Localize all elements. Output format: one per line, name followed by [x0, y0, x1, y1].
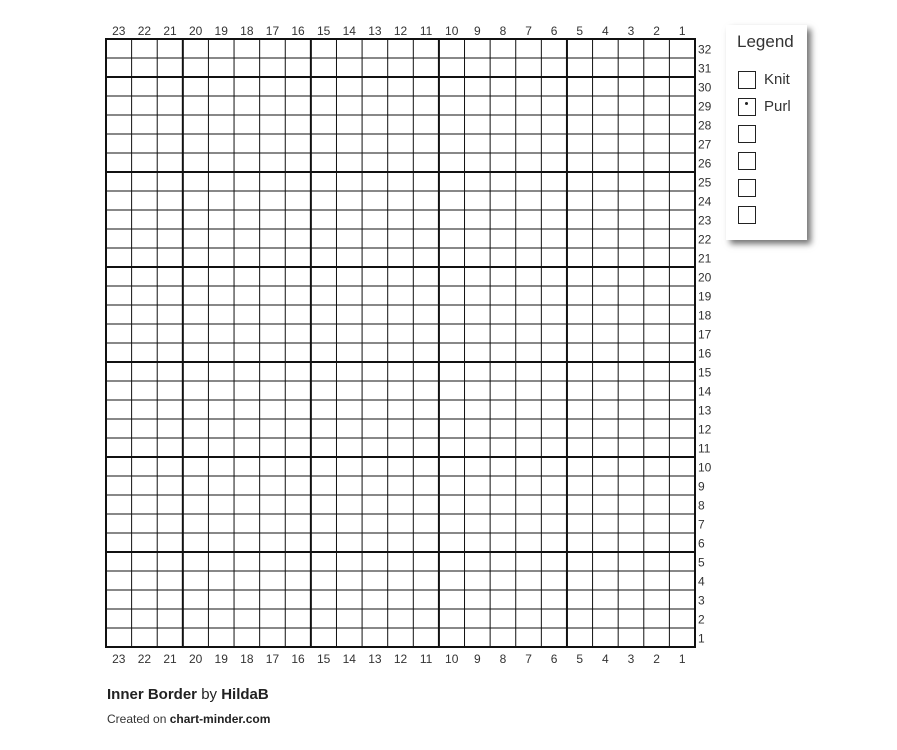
purl-symbol-swatch — [738, 98, 756, 116]
column-label: 15 — [316, 652, 331, 666]
row-label: 13 — [698, 403, 712, 418]
column-label: 1 — [678, 652, 686, 666]
row-label: 4 — [698, 574, 705, 589]
row-label: 1 — [698, 631, 705, 646]
column-label: 21 — [163, 652, 177, 666]
row-label: 23 — [698, 213, 712, 228]
by-word: by — [201, 686, 218, 703]
column-label: 5 — [576, 24, 584, 38]
legend-swatch — [738, 71, 756, 89]
column-label: 17 — [265, 652, 280, 666]
column-label: 12 — [393, 652, 408, 666]
row-label: 30 — [698, 80, 712, 95]
column-label: 2 — [653, 652, 660, 666]
row-label: 8 — [698, 498, 705, 513]
column-label: 13 — [368, 652, 382, 666]
chart-grid-minor — [106, 39, 695, 647]
row-label: 5 — [698, 555, 705, 570]
column-label: 17 — [265, 24, 280, 38]
column-label: 11 — [419, 652, 433, 666]
legend-panel — [726, 25, 807, 240]
row-label: 25 — [698, 175, 712, 190]
row-labels-right — [698, 43, 712, 646]
row-label: 7 — [698, 517, 705, 532]
column-label: 23 — [112, 652, 126, 666]
row-label: 10 — [698, 460, 712, 475]
author-name: HildaB — [221, 686, 269, 703]
column-label: 15 — [316, 24, 331, 38]
column-label: 3 — [627, 24, 635, 38]
column-label: 22 — [137, 652, 152, 666]
column-label: 11 — [419, 24, 433, 38]
row-label: 24 — [698, 194, 712, 209]
row-label: 29 — [698, 99, 712, 114]
row-label: 11 — [698, 441, 711, 456]
column-label: 21 — [163, 24, 177, 38]
chart-title-line — [107, 686, 269, 703]
legend-title: Legend — [737, 32, 794, 51]
column-label: 18 — [240, 24, 254, 38]
column-label: 14 — [342, 24, 356, 38]
row-label: 22 — [698, 232, 712, 247]
column-label: 22 — [137, 24, 152, 38]
column-label: 16 — [291, 24, 305, 38]
row-label: 9 — [698, 479, 705, 494]
row-label: 20 — [698, 270, 712, 285]
column-label: 3 — [627, 652, 635, 666]
row-label: 28 — [698, 118, 712, 133]
row-label: 6 — [698, 536, 705, 551]
row-label: 3 — [698, 593, 705, 608]
row-label: 2 — [698, 612, 705, 627]
legend-swatch — [738, 206, 756, 224]
column-label: 4 — [602, 24, 609, 38]
column-label: 6 — [550, 652, 558, 666]
column-labels-top — [112, 24, 686, 38]
column-label: 13 — [368, 24, 382, 38]
row-label: 31 — [698, 61, 712, 76]
column-label: 20 — [188, 652, 203, 666]
row-label: 32 — [698, 42, 712, 57]
column-label: 5 — [576, 652, 584, 666]
legend-swatch — [738, 125, 756, 143]
row-label: 15 — [698, 365, 712, 380]
legend-swatch — [738, 152, 756, 170]
column-label: 9 — [473, 24, 481, 38]
column-label: 19 — [214, 652, 228, 666]
column-label: 7 — [525, 652, 532, 666]
row-label: 14 — [698, 384, 712, 399]
column-label: 12 — [393, 24, 408, 38]
column-label: 7 — [525, 24, 532, 38]
column-label: 10 — [445, 24, 459, 38]
column-label: 16 — [291, 652, 305, 666]
chart-name: Inner Border — [107, 686, 198, 703]
column-label: 14 — [342, 652, 356, 666]
column-label: 19 — [214, 24, 228, 38]
legend-item-label: Knit — [764, 71, 790, 88]
legend-swatch — [738, 179, 756, 197]
purl-dot-icon — [745, 102, 748, 105]
row-label: 17 — [698, 327, 712, 342]
column-labels-bottom — [112, 652, 686, 666]
column-label: 18 — [240, 652, 254, 666]
row-label: 26 — [698, 156, 712, 171]
column-label: 23 — [112, 24, 126, 38]
column-label: 1 — [678, 24, 686, 38]
column-label: 8 — [499, 24, 507, 38]
row-label: 21 — [698, 251, 712, 266]
row-label: 27 — [698, 137, 712, 152]
column-label: 8 — [499, 652, 507, 666]
row-label: 18 — [698, 308, 712, 323]
row-label: 12 — [698, 422, 712, 437]
column-label: 20 — [188, 24, 203, 38]
site-link[interactable]: chart-minder.com — [169, 712, 271, 726]
column-label: 9 — [473, 652, 481, 666]
column-label: 2 — [653, 24, 660, 38]
column-label: 10 — [445, 652, 459, 666]
created-on-line — [107, 712, 270, 726]
row-label: 19 — [698, 289, 712, 304]
legend-item-label: Purl — [764, 98, 791, 115]
row-label: 16 — [698, 346, 712, 361]
column-label: 4 — [602, 652, 609, 666]
column-label: 6 — [550, 24, 558, 38]
created-prefix: Created on — [107, 712, 167, 726]
